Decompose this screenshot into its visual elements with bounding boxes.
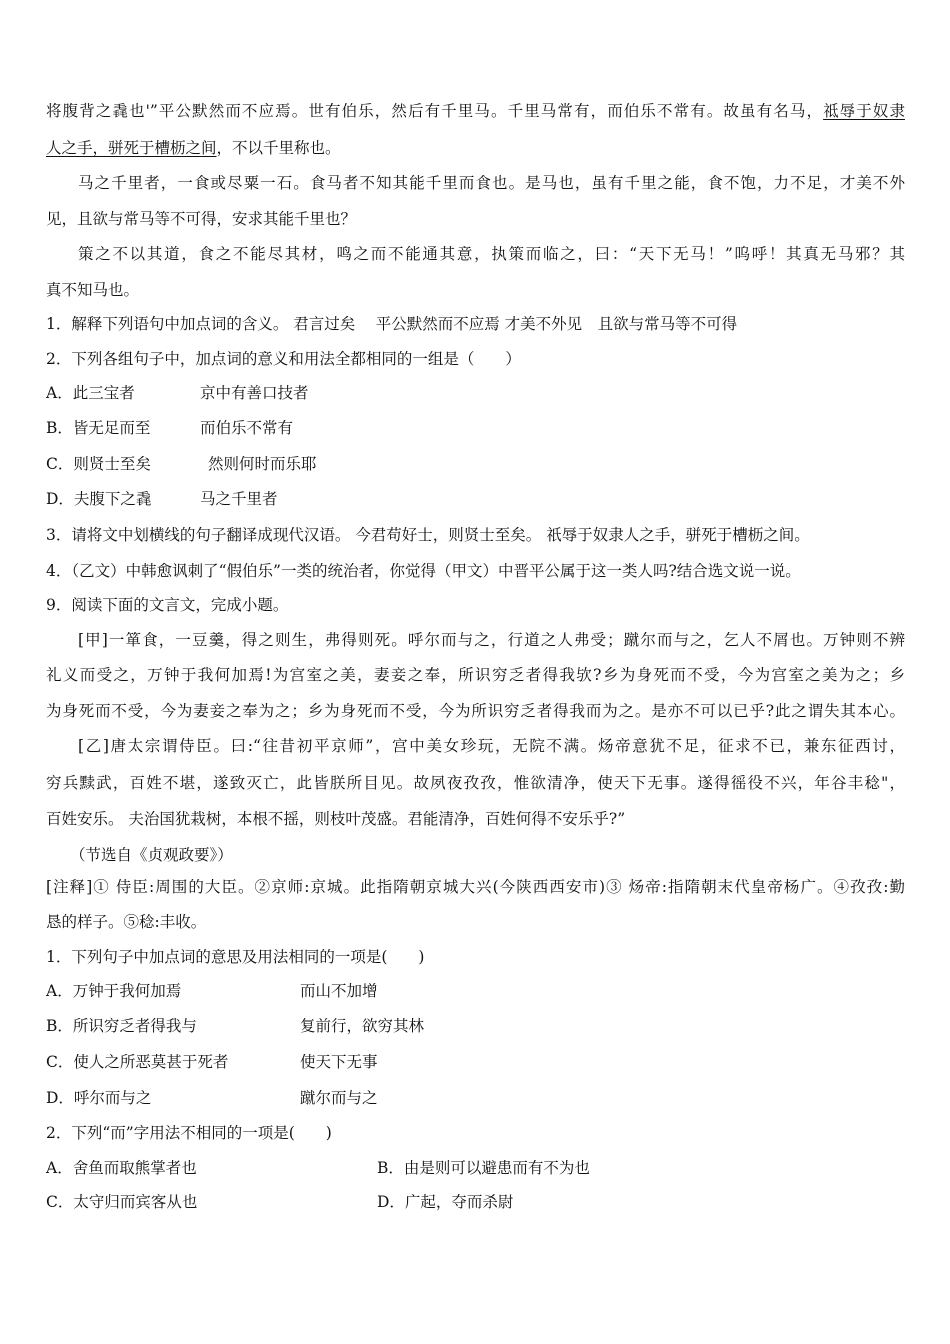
option-right: 京中有善口技者 [200, 384, 309, 402]
passage-line: 真不知马也。 [46, 281, 140, 299]
option-label: D．夫腹下之毳 [46, 490, 152, 508]
sub-question-2: 2．下列“而”字用法不相同的一项是( ) [46, 1124, 332, 1142]
option-d [46, 1088, 378, 1108]
question-3: 3．请将文中划横线的句子翻译成现代汉语。 今君苟好士，则贤士至矣。 祇辱于奴隶人之手，骈死于槽枥之间。 [46, 526, 810, 544]
question-2: 2．下列各组句子中，加点词的意义和用法全都相同的一组是（ ） [46, 350, 521, 368]
option-label: C．则贤士至矣 [46, 455, 151, 473]
option-a [46, 981, 378, 1001]
option-c [46, 1052, 378, 1072]
passage-line [46, 138, 341, 158]
underlined-sentence: 人之手，骈死于槽枥之间 [46, 139, 217, 157]
question-4: 4．（乙文）中韩愈讽刺了“假伯乐”一类的统治者，你觉得（甲文）中晋平公属于这一类人吗?结合选文说一说。 [46, 562, 801, 580]
option-a [46, 383, 309, 403]
option-c [46, 454, 317, 474]
option-label: B．所识穷乏者得我与 [46, 1017, 197, 1035]
option-right: 使天下无事 [300, 1053, 378, 1071]
option-b [46, 1016, 425, 1036]
option-label: D．呼尔而与之 [46, 1089, 152, 1107]
passage-line: 马之千里者，一食或尽粟一石。食马者不知其能千里而食也。是马也，虽有千里之能，食不饱，力不足，才美不外 [78, 174, 905, 192]
option-label: A．此三宝者 [46, 384, 135, 402]
jia-line: 礼义而受之，万钟于我何加焉!为宫室之美，妻妾之奉，所识穷乏者得我欤?乡为身死而不受，今为宫室之美为之；乡 [46, 666, 905, 684]
option-right: 而伯乐不常有 [200, 419, 294, 437]
option-d: D．广起，夺而杀尉 [377, 1193, 514, 1211]
notes-line: 恳的样子。⑤稔:丰收。 [46, 913, 207, 931]
option-right: 复前行，欲穷其林 [300, 1017, 425, 1035]
option-b: B．由是则可以避患而有不为也 [377, 1159, 590, 1177]
yi-line: 百姓安乐。 夫治国犹栽树，本根不摇，则枝叶茂盛。君能清净，百姓何得不安乐乎?” [46, 810, 626, 828]
option-right: 然则何时而乐耶 [208, 455, 317, 473]
option-label: A．万钟于我何加焉 [46, 982, 182, 1000]
question-9-title: 9．阅读下面的文言文，完成小题。 [46, 596, 289, 614]
jia-line: 为身死而不受，今为妻妾之奉为之；乡为身死而不受，今为所识穷乏者得我而为之。是亦不可以已乎?此之谓失其本心。 [46, 702, 905, 720]
yi-line: 穷兵黩武，百姓不堪，遂致灭亡，此皆朕所目见。故夙夜孜孜，惟欲清净，使天下无事。遂得徭役不兴，年谷丰稔"， [46, 774, 905, 792]
option-right: 而山不加增 [300, 982, 378, 1000]
notes-line: [注释]① 侍臣:周围的大臣。②京师:京城。此指隋朝京城大兴(今陕西西安市)③ 炀帝:指隋朝末代皇帝杨广。④孜孜:勤 [46, 878, 905, 896]
underlined-sentence: 祗辱于奴隶 [823, 102, 905, 120]
passage-line: 见，且欲与常马等不可得，安求其能千里也？ [46, 210, 357, 228]
option-c: C．太守归而宾客从也 [46, 1193, 198, 1211]
source-citation: （节选自《贞观政要》） [70, 846, 233, 864]
text: ，不以千里称也。 [216, 139, 341, 157]
option-right: 马之千里者 [200, 490, 278, 508]
passage-line [46, 101, 905, 121]
option-b [46, 418, 294, 438]
option-d [46, 489, 278, 509]
question-1: 1．解释下列语句中加点词的含义。 君言过矣 平公默然而不应焉 才美不外见 且欲与常马等不可得 [46, 315, 738, 333]
jia-line: [甲]一箪食，一豆羹，得之则生，弗得则死。呼尔而与之，行道之人弗受；蹴尔而与之，乞人不屑也。万钟则不辨 [78, 631, 905, 649]
option-a: A．舍鱼而取熊掌者也 [46, 1159, 197, 1177]
option-right: 蹴尔而与之 [300, 1089, 378, 1107]
text: 将腹背之毳也'”平公默然而不应焉。世有伯乐，然后有千里马。千里马常有，而伯乐不常有。故虽有名马， [46, 102, 824, 120]
option-label: C．使人之所恶莫甚于死者 [46, 1053, 229, 1071]
sub-question-1: 1．下列句子中加点词的意思及用法相同的一项是( ) [46, 948, 425, 966]
yi-line: [乙]唐太宗谓侍臣。曰:“往昔初平京师”，宫中美女珍玩，无院不满。炀帝意犹不足，征求不已，兼东征西讨， [78, 737, 905, 755]
passage-line: 策之不以其道，食之不能尽其材，鸣之而不能通其意，执策而临之，曰：“天下无马！”呜呼！其真无马邪？其 [78, 245, 905, 263]
option-label: B．皆无足而至 [46, 419, 151, 437]
